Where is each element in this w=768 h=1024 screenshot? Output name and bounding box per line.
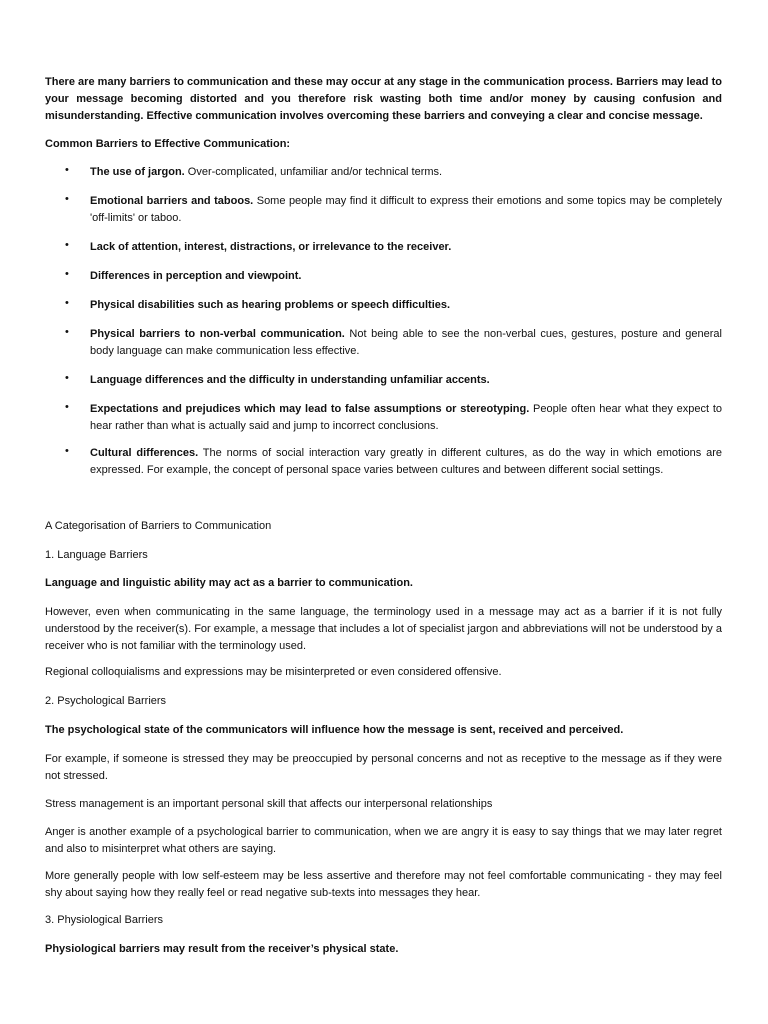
categorisation-heading: A Categorisation of Barriers to Communication [45,520,272,532]
bullet-icon: • [65,268,69,280]
psychological-bold-statement: The psychological state of the communicators will influence how the message is sent, received and perceived. [45,724,624,736]
bullet-text: Over-complicated, unfamiliar and/or technical terms. [184,166,443,178]
bullet-icon: • [65,164,69,176]
bullet-text: The norms of social interaction vary greatly in different cultures, as do the way in which emotions are expressed. For example, the concept of personal space varies between cultures and between different social settings. [90,447,722,476]
bullet-icon: • [65,239,69,251]
bullet-icon: • [65,372,69,384]
physiological-bold-statement: Physiological barriers may result from the receiver’s physical state. [45,943,399,955]
bullet-icon: • [65,401,69,413]
bullet-icon: • [65,326,69,338]
bullet-lead: Cultural differences. [90,447,199,459]
bullet-text: Not being able to see the non-verbal cues, gestures, posture and general body language can make communication less effective. [90,328,722,357]
bullet-lead: Physical barriers to non-verbal communication. [90,328,345,340]
bullet-icon: • [65,445,69,457]
bullet-lead: Lack of attention, interest, distractions, or irrelevance to the receiver. [90,241,452,253]
psychological-paragraph-4: More generally people with low self-esteem may be less assertive and therefore may not feel comfortable communicating - they may feel shy about saying how they really feel or read negative sub-texts into messages they hear. [45,870,722,899]
psychological-barriers-heading: 2. Psychological Barriers [45,695,167,707]
language-paragraph-2: Regional colloquialisms and expressions may be misinterpreted or even considered offensive. [45,666,502,678]
psychological-paragraph-2: Stress management is an important personal skill that affects our interpersonal relationships [45,798,493,810]
bullet-lead: Differences in perception and viewpoint. [90,270,302,282]
bullet-lead: Expectations and prejudices which may lead to false assumptions or stereotyping. [90,403,530,415]
bullet-icon: • [65,297,69,309]
psychological-paragraph-3: Anger is another example of a psychological barrier to communication, when we are angry it is easy to say things that we may later regret and also to misinterpret what others are saying. [45,826,722,855]
physiological-barriers-heading: 3. Physiological Barriers [45,914,163,926]
bullet-text: People often hear what they expect to hear rather than what is actually said and jump to incorrect conclusions. [90,403,722,432]
bullet-lead: Physical disabilities such as hearing problems or speech difficulties. [90,299,451,311]
language-bold-statement: Language and linguistic ability may act as a barrier to communication. [45,577,413,589]
bullet-lead: Emotional barriers and taboos. [90,195,254,207]
language-barriers-heading: 1. Language Barriers [45,549,148,561]
psychological-paragraph-1: For example, if someone is stressed they may be preoccupied by personal concerns and not as receptive to the message as if they were not stressed. [45,753,722,782]
language-paragraph-1: However, even when communicating in the same language, the terminology used in a message may act as a barrier if it is not fully understood by the receiver(s). For example, a message that includes a lot of specialist jargon and abbreviations will not be understood by a receiver who is not familiar with the terminology used. [45,606,722,652]
bullet-lead: The use of jargon. [90,166,185,178]
common-barriers-heading: Common Barriers to Effective Communication: [45,138,291,150]
bullet-lead: Language differences and the difficulty in understanding unfamiliar accents. [90,374,490,386]
bullet-icon: • [65,193,69,205]
intro-paragraph: There are many barriers to communication and these may occur at any stage in the communication process. Barriers may lead to your message becoming distorted and you therefore risk wasting both time and/or money by causing confusion and misunderstanding. Effective communication involves overcoming these barriers and conveying a clear and concise message. [45,76,722,122]
bullet-text: Some people may find it difficult to express their emotions and some topics may be completely 'off-limits' or taboo. [90,195,722,224]
